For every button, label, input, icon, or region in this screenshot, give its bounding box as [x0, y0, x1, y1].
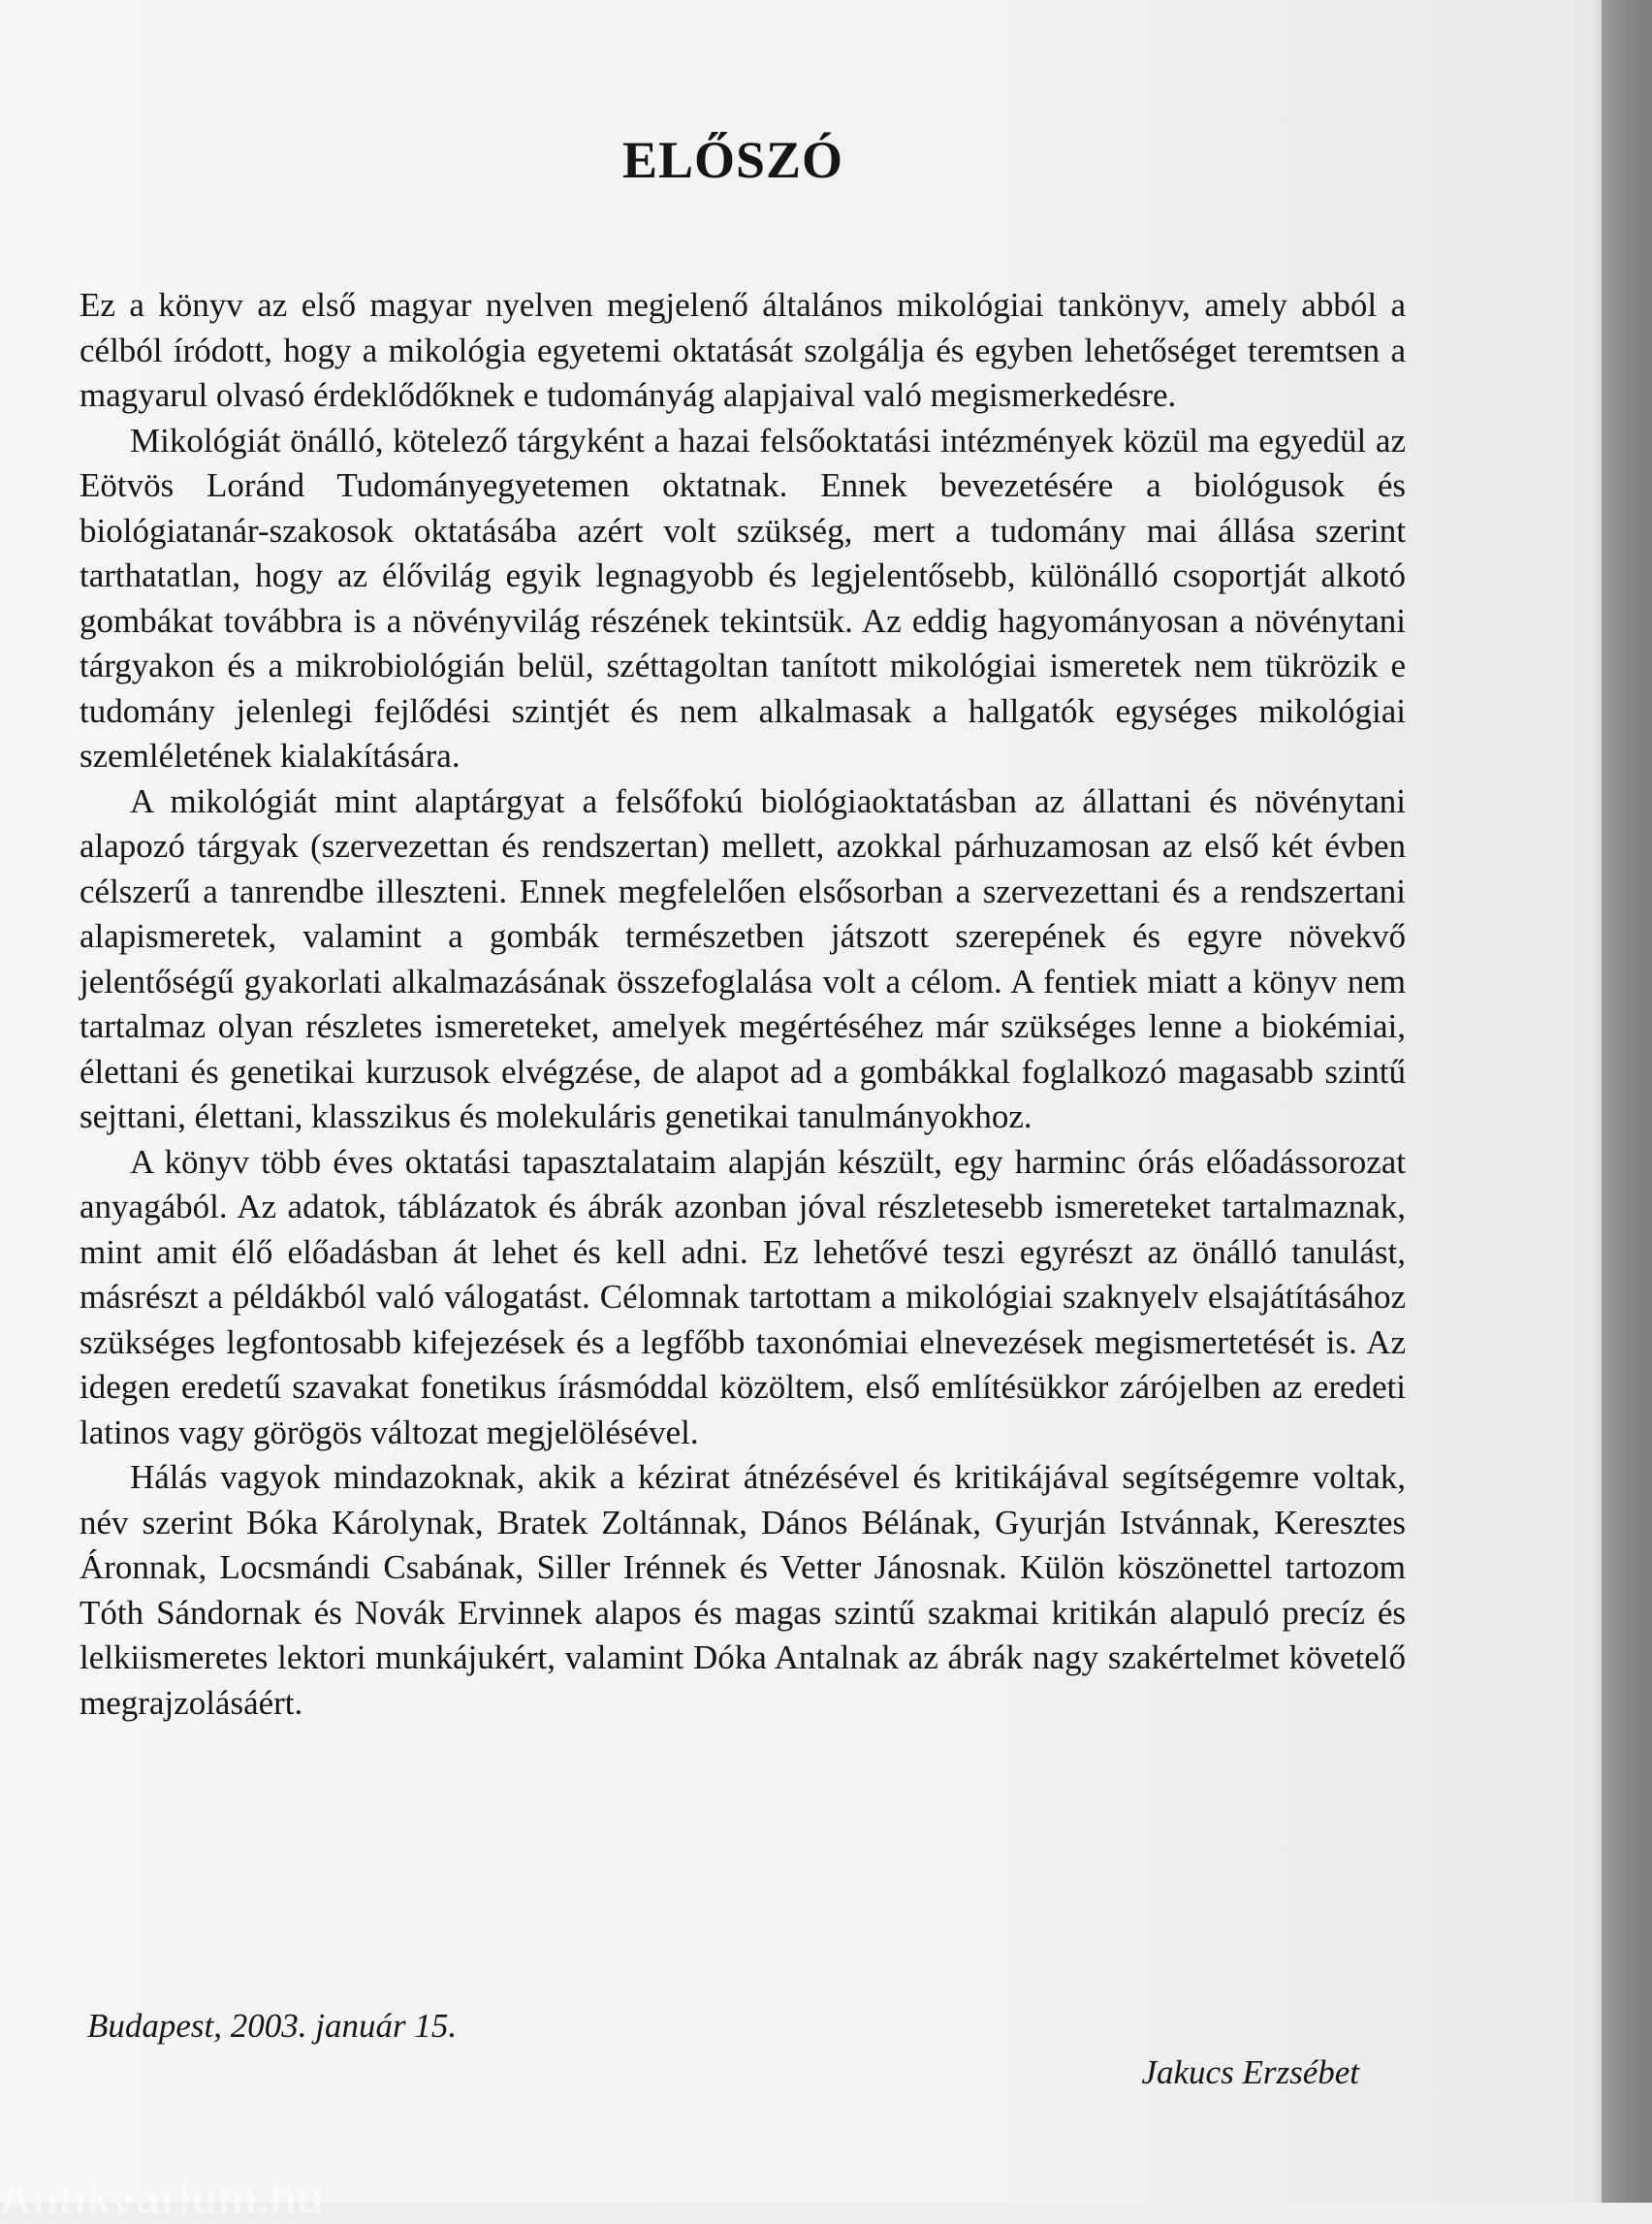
paragraph-3: A mikológiát mint alaptárgyat a felsőfokú biológiaoktatásban az állattani és növénytani alapozó tárgyak (szervezettan és rendszertan) mellett, azokkal párhuzamosan az első két évben célszerű a tanrendbe illeszteni. Ennek megfelelően elsősorban a szervezettani és a rendszertani alapismeretek, valamint a gombák természetben játszott szerepének és egyre növekvő jelentőségű gyakorlati alkalmazásának összefoglalása volt a célom. A fentiek miatt a könyv nem tartalmaz olyan részletes ismereteket, amelyek megértéséhez már szükséges lenne a biokémiai, élettani és genetikai kurzusok elvégzése, de alapot ad a gombákkal foglalkozó magasabb szintű sejttani, élettani, klasszikus és molekuláris genetikai tanulmányokhoz. [79, 781, 1406, 1135]
watermark-text: Antikvarium.hu [0, 2176, 325, 2223]
paragraph-2: Mikológiát önálló, kötelező tárgyként a hazai felsőoktatási intézmények közül ma egyedül az Eötvös Loránd Tudományegyetemen oktatnak. Ennek bevezetésére a biológusok és biológiatanár-szakosok oktatásába azért volt szükség, mert a tudomány mai állása szerint tarthatatlan, hogy az élővilág egyik legnagyobb és legjelentősebb, különálló csoportját alkotó gombákat továbbra is a növényvilág részének tekintsük. Az eddig hagyományosan a növénytani tárgyakon és a mikrobiológián belül, széttagoltan tanított mikológiai ismeretek nem tükrözik e tudomány jelenlegi fejlődési szintjét és nem alkalmasak a hallgatók egységes mikológiai szemléletének kialakítására. [79, 421, 1406, 775]
paragraph-5: Hálás vagyok mindazoknak, akik a kézirat átnézésével és kritikájával segítségemre voltak, név szerint Bóka Károlynak, Bratek Zoltánnak, Dános Bélának, Gyurján Istvánnak, Keresztes Áronnak, Locsmándi Csabának, Siller Irénnek és Vetter Jánosnak. Külön köszönettel tartozom Tóth Sándornak és Novák Ervinnek alapos és magas szintű szakmai kritikán alapuló precíz és lelkiismeretes lektori munkájukért, valamint Dóka Antalnak az ábrák nagy szakértelmet követelő megrajzolásáért. [79, 1458, 1406, 1722]
author-signature: Jakucs Erzsébet [1141, 2053, 1359, 2091]
adjacent-page-edge [1602, 0, 1652, 2203]
paragraph-4: A könyv több éves oktatási tapasztalataim alapján készült, egy harminc órás előadássorozat anyagából. Az adatok, táblázatok és ábrák azonban jóval részletesebb ismereteket tartalmaznak, mint amit élő előadásban át lehet és kell adni. Ez lehetővé teszi egyrészt az önálló tanulást, másrészt a példákból való válogatást. Célomnak tartottam a mikológiai szaknyelv elsajátításához szükséges legfontosabb kifejezések és a legfőbb taxonómiai elnevezések megismertetését is. Az idegen eredetű szavakat fonetikus írásmóddal közöltem, első említésükkor zárójelben az eredeti latinos vagy görögös változat megjelölésével. [79, 1142, 1406, 1451]
paragraph-1: Ez a könyv az első magyar nyelven megjelenő általános mikológiai tankönyv, amely abból a célból íródott, hogy a mikológia egyetemi oktatását szolgálja és egyben lehetőséget teremtsen a magyarul olvasó érdeklődőknek e tudományág alapjaival való megismerkedésre. [79, 286, 1406, 414]
page-title: ELŐSZÓ [621, 131, 844, 190]
preface-body [79, 283, 1406, 1726]
place-date: Budapest, 2003. január 15. [87, 2007, 458, 2045]
